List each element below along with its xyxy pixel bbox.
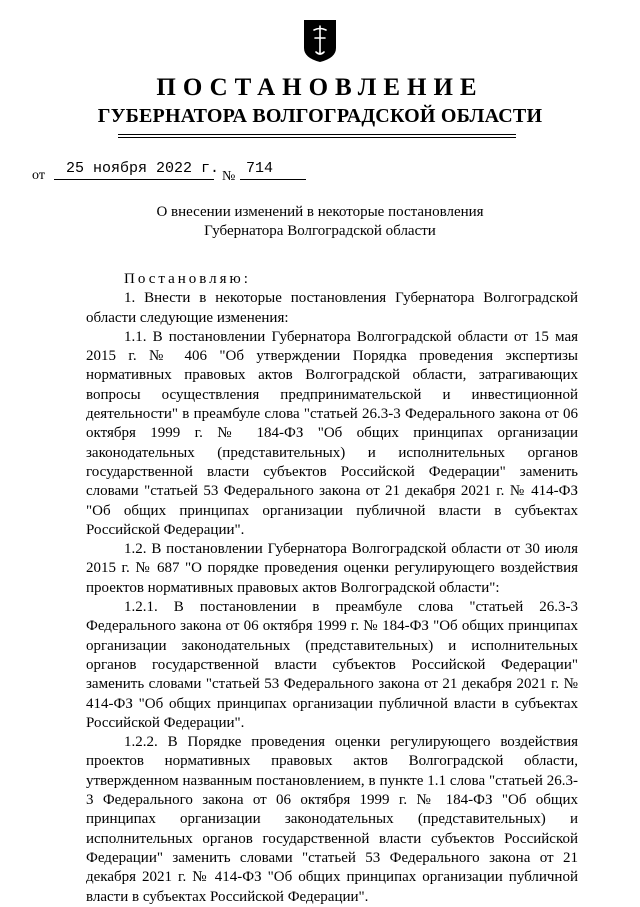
date-prefix: от	[32, 168, 45, 183]
document-date: 25 ноября 2022 г.	[66, 160, 220, 177]
document-title: ПОСТАНОВЛЕНИЕ	[156, 74, 484, 101]
document-subject	[0, 203, 640, 241]
resolution-intro: Постановляю:	[124, 271, 251, 287]
paragraph-1-2-2: 1.2.2. В Порядке проведения оценки регулирующего воздействия проектов нормативных правовых актов Волгоградской области, утвержденном названным постановлением, в пункте 1.1 слова "статьей 26.3-3 Федерального закона от 06 октября 1999 г. № 184-ФЗ "Об общих принципах организации законодательных (представительных) и исполнительных органов государственной власти субъектов Российской Федерации" заменить словами "статьей 53 Федерального закона от 21 декабря 2021 г. № 414-ФЗ "Об общих принципах организации публичной власти в субъектах Российской Федерации".	[86, 734, 578, 905]
number-underline	[240, 179, 306, 180]
coat-of-arms-emblem-icon	[302, 18, 338, 64]
paragraph-1-2-1: 1.2.1. В постановлении в преамбуле слова "статьей 26.3-3 Федерального закона от 06 октября 1999 г. № 184-ФЗ "Об общих принципах организации законодательных (представительных) и исполнительных органов государственной власти субъектов Российской Федерации" заменить словами "статьей 53 Федерального закона от 21 декабря 2021 г. № 414-ФЗ "Об общих принципах организации публичной власти в субъектах Российской Федерации".	[86, 599, 578, 731]
paragraph-1: 1. Внести в некоторые постановления Губернатора Волгоградской области следующие изменения:	[86, 290, 578, 326]
date-underline	[54, 179, 214, 180]
subject-line-1: О внесении изменений в некоторые постановления	[156, 204, 484, 220]
paragraph-1-1: 1.1. В постановлении Губернатора Волгоградской области от 15 мая 2015 г. № 406 "Об утверждении Порядка проведения экспертизы нормативных правовых актов Волгоградской области, затрагивающих вопросы осуществления предпринимательской и инвестиционной деятельности" в преамбуле слова "статьей 26.3-3 Федерального закона от 06 октября 1999 г. № 184-ФЗ "Об общих принципах организации законодательных (представительных) и исполнительных органов государственной власти субъектов Российской Федерации" заменить словами "статьей 53 Федерального закона от 21 декабря 2021 г. № 414-ФЗ "Об общих принципах организации публичной власти в субъектах Российской Федерации".	[86, 328, 578, 538]
document-issuer: ГУБЕРНАТОРА ВОЛГОГРАДСКОЙ ОБЛАСТИ	[97, 105, 543, 127]
document-body	[86, 270, 578, 907]
paragraph-1-2: 1.2. В постановлении Губернатора Волгоградской области от 30 июля 2015 г. № 687 "О порядке проведения оценки регулирующего воздействия проектов нормативных правовых актов Волгоградской области":	[86, 541, 578, 596]
document-number: 714	[246, 160, 274, 177]
subject-line-2: Губернатора Волгоградской области	[204, 223, 436, 239]
header-rule-bottom	[118, 137, 516, 138]
header-rule-top	[118, 134, 516, 135]
number-prefix: №	[222, 169, 236, 184]
date-number-line	[32, 160, 332, 184]
